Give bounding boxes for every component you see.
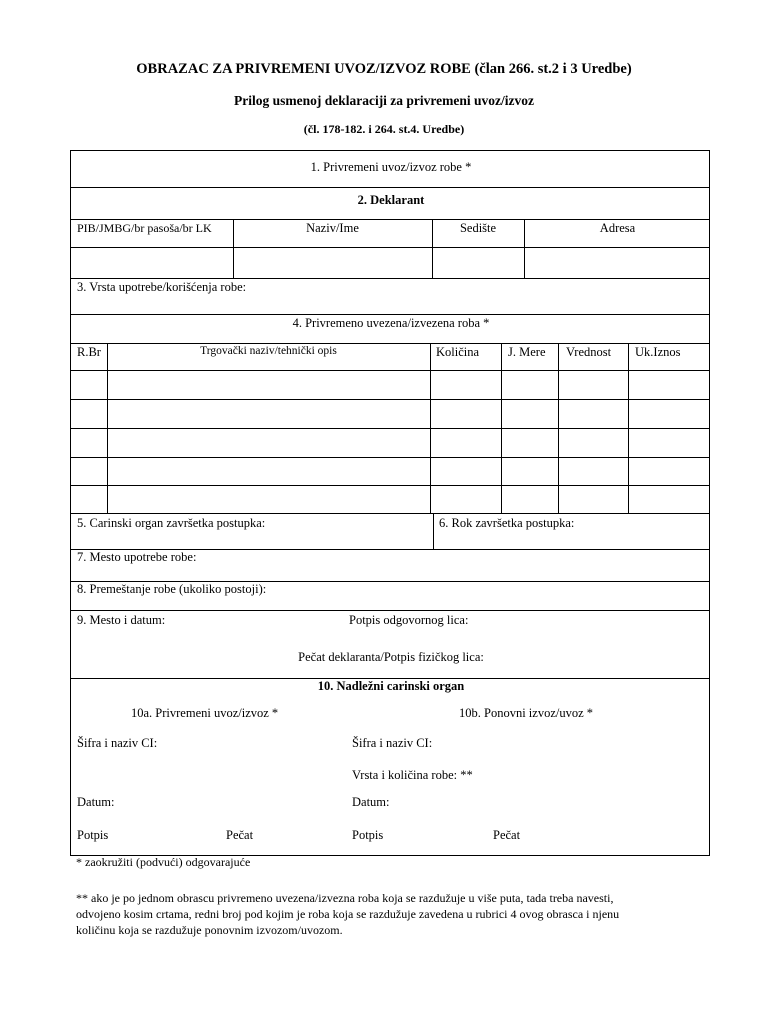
- section-1-label: 1. Privremeni uvoz/izvoz robe *: [310, 160, 472, 174]
- rule: [71, 219, 709, 220]
- section-10a-stamp: Pečat: [226, 828, 254, 842]
- section-10-label: 10. Nadležni carinski organ: [317, 679, 465, 693]
- section-10b-stamp: Pečat: [493, 828, 521, 842]
- rule: [71, 314, 709, 315]
- section-10b-code: Šifra i naziv CI:: [352, 736, 433, 750]
- section-3-label: 3. Vrsta upotrebe/korišćenja robe:: [77, 280, 247, 294]
- section-10b-sign: Potpis: [352, 828, 384, 842]
- col-rbr: R.Br: [77, 345, 101, 359]
- rule: [71, 370, 709, 371]
- form-subtitle: Prilog usmenoj deklaraciji za privremeni uvoz/izvoz: [233, 93, 535, 108]
- col-adresa: Adresa: [599, 221, 636, 235]
- footnote-2-line-1: ** ako je po jednom obrascu privremeno uvezena/izvezna roba koja se razdužuje u više puta, tada treba navesti,: [76, 891, 614, 905]
- col-sediste: Sedište: [459, 221, 497, 235]
- rule: [433, 513, 434, 549]
- rule: [628, 343, 629, 513]
- rule: [71, 187, 709, 188]
- declaration-form: [70, 150, 710, 856]
- rule: [430, 343, 431, 513]
- section-10b-date: Datum:: [352, 795, 390, 809]
- col-opis: Trgovački naziv/tehnički opis: [200, 345, 337, 357]
- section-10a-date: Datum:: [77, 795, 115, 809]
- rule: [558, 343, 559, 513]
- rule: [71, 343, 709, 344]
- section-4-label: 4. Privremeno uvezena/izvezena roba *: [292, 316, 490, 330]
- rule: [71, 457, 709, 458]
- footnote-2-line-3: količinu koja se razdužuje ponovnim izvozom/uvozom.: [76, 923, 343, 937]
- footnote-2-line-2: odvojeno kosim crtama, redni broj pod kojim je roba koja se razdužuje zavedena u rubrici 4 ovog obrasca i njenu: [76, 907, 620, 921]
- form-title: OBRAZAC ZA PRIVREMENI UVOZ/IZVOZ ROBE (član 266. st.2 i 3 Uredbe): [136, 61, 632, 77]
- col-vrednost: Vrednost: [566, 345, 612, 359]
- rule: [107, 343, 108, 513]
- section-8-label: 8. Premeštanje robe (ukoliko postoji):: [77, 582, 267, 596]
- footnote-1: * zaokružiti (podvući) odgovarajuće: [76, 855, 251, 869]
- section-2-label: 2. Deklarant: [357, 193, 425, 207]
- rule: [71, 610, 709, 611]
- col-ukiznos: Uk.Iznos: [635, 345, 681, 359]
- col-jmere: J. Mere: [508, 345, 546, 359]
- section-5-label: 5. Carinski organ završetka postupka:: [77, 516, 266, 530]
- rule: [71, 513, 709, 514]
- col-pib: PIB/JMBG/br pasoša/br LK: [77, 221, 212, 235]
- col-naziv: Naziv/Ime: [306, 221, 359, 235]
- rule: [71, 428, 709, 429]
- section-10a-code: Šifra i naziv CI:: [77, 736, 158, 750]
- section-10b-qty: Vrsta i količina robe: **: [352, 768, 473, 782]
- rule: [71, 278, 709, 279]
- section-9-stamp: Pečat deklaranta/Potpis fizičkog lica:: [298, 650, 484, 664]
- rule: [71, 399, 709, 400]
- section-9-place: 9. Mesto i datum:: [77, 613, 166, 627]
- section-10a-label: 10a. Privremeni uvoz/izvoz *: [131, 706, 279, 720]
- section-7-label: 7. Mesto upotrebe robe:: [77, 550, 197, 564]
- section-10a-sign: Potpis: [77, 828, 109, 842]
- section-6-label: 6. Rok završetka postupka:: [439, 516, 575, 530]
- form-reference: (čl. 178-182. i 264. st.4. Uredbe): [303, 122, 465, 136]
- rule: [71, 247, 709, 248]
- rule: [71, 485, 709, 486]
- rule: [501, 343, 502, 513]
- section-10b-label: 10b. Ponovni izvoz/uvoz *: [459, 706, 594, 720]
- section-9-sign: Potpis odgovornog lica:: [349, 613, 469, 627]
- col-kolicina: Količina: [436, 345, 480, 359]
